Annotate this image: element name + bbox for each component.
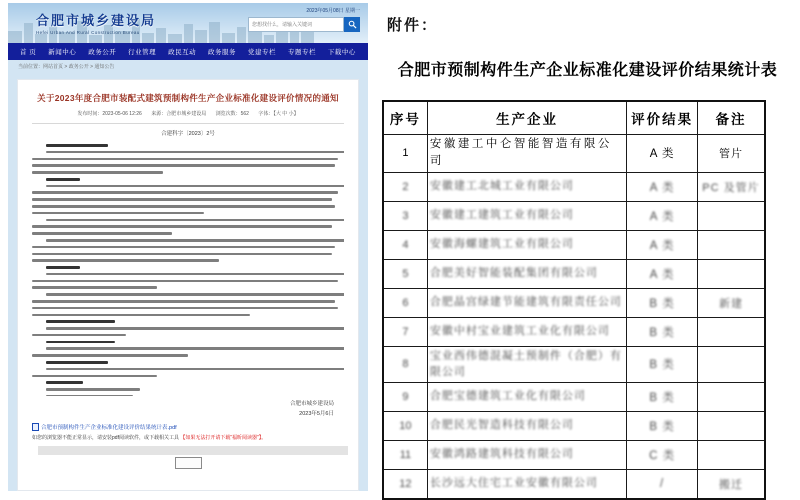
cell-result: A 类 <box>627 230 698 259</box>
cell-no: 10 <box>383 411 427 440</box>
attachment-label: 附件： <box>387 17 439 34</box>
cell-company: 合肥宝德建筑工业化有限公司 <box>427 382 626 411</box>
attachment-pdf-link[interactable]: 合肥市预制构件生产企业标准化建设评价结果统计表.pdf <box>41 424 177 431</box>
column-header: 生产企业 <box>427 101 626 135</box>
cell-remark <box>697 201 765 230</box>
cell-result: B 类 <box>627 382 698 411</box>
cell-no: 4 <box>383 230 427 259</box>
nav-item[interactable]: 政务服务 <box>208 49 237 56</box>
table-row <box>383 469 765 499</box>
pdf-file-icon <box>32 423 39 431</box>
table-row <box>383 382 765 411</box>
nav-item[interactable]: 行业管理 <box>128 49 157 56</box>
notice-article <box>17 79 359 491</box>
publish-time: 发布时间：2023-05-06 12:26 <box>77 111 142 117</box>
cell-company: 合肥民光智造科技有限公司 <box>427 411 626 440</box>
cell-company: 安徽建工中仑智能智造有限公司 <box>427 135 626 173</box>
nav-item[interactable]: 政务公开 <box>88 49 117 56</box>
cell-remark <box>697 230 765 259</box>
cell-remark <box>697 382 765 411</box>
table-row <box>383 172 765 201</box>
cell-no: 12 <box>383 469 427 499</box>
cell-no: 8 <box>383 346 427 382</box>
nav-item[interactable]: 下载中心 <box>327 49 356 56</box>
cell-remark <box>697 346 765 382</box>
cell-company: 安徽鸿路建筑科技有限公司 <box>427 440 626 469</box>
table-row <box>383 259 765 288</box>
breadcrumb[interactable]: 当前位置：网站首页 > 政务公开 > 通知公告 <box>18 64 115 70</box>
cell-result: B 类 <box>627 288 698 317</box>
cell-result: B 类 <box>627 346 698 382</box>
pdf-viewer-toolbar <box>38 446 348 455</box>
cell-company: 安徽海螺建筑工业有限公司 <box>427 230 626 259</box>
cell-remark: 搬迁 <box>697 469 765 499</box>
cell-no: 9 <box>383 382 427 411</box>
cell-remark <box>697 317 765 346</box>
nav-item[interactable]: 专题专栏 <box>287 49 316 56</box>
table-row <box>383 346 765 382</box>
notice-title: 关于2023年度合肥市装配式建筑预制构件生产企业标准化建设评价情况的通知 <box>37 93 339 103</box>
view-count: 浏览次数：562 <box>215 111 249 117</box>
reader-note-red: 【如果无法打开请下载“福昕阅读器”】。 <box>180 434 267 441</box>
cell-result: / <box>627 469 698 499</box>
nav-item[interactable]: 政民互动 <box>168 49 197 56</box>
nav-item[interactable]: 党建专栏 <box>248 49 276 56</box>
evaluation-table <box>382 100 766 500</box>
cell-result: C 类 <box>627 440 698 469</box>
cell-remark <box>697 440 765 469</box>
column-header: 序号 <box>383 101 427 135</box>
column-header: 备注 <box>697 101 765 135</box>
cell-result: B 类 <box>627 317 698 346</box>
font-size-switch[interactable]: 字体：【大 中 小】 <box>258 111 299 117</box>
cell-result: A 类 <box>627 172 698 201</box>
cell-no: 5 <box>383 259 427 288</box>
site-logo[interactable] <box>36 10 156 35</box>
site-logo-title: 合肥市城乡建设局 <box>36 13 157 28</box>
table-row <box>383 440 765 469</box>
cell-no: 11 <box>383 440 427 469</box>
cell-no: 7 <box>383 317 427 346</box>
cell-no: 1 <box>383 135 427 173</box>
table-row <box>383 317 765 346</box>
search-button[interactable] <box>344 17 360 32</box>
cell-company: 长沙远大住宅工业安徽有限公司 <box>427 469 626 499</box>
cell-company: 合肥晶宫绿建节能建筑有限责任公司 <box>427 288 626 317</box>
column-header: 评价结果 <box>627 101 698 135</box>
cell-result: A 类 <box>627 201 698 230</box>
table-row <box>383 135 765 173</box>
cell-no: 2 <box>383 172 427 201</box>
nav-item[interactable]: 新闻中心 <box>48 49 77 56</box>
notice-body-blurred-text <box>32 144 344 396</box>
cell-company: 安徽中村宝业建筑工业化有限公司 <box>427 317 626 346</box>
cell-result: A 类 <box>627 135 698 173</box>
cell-no: 6 <box>383 288 427 317</box>
table-row <box>383 230 765 259</box>
search-input[interactable] <box>248 17 344 32</box>
cell-company: 安徽建工北城工业有限公司 <box>427 172 626 201</box>
nav-item[interactable]: 首 页 <box>19 49 37 56</box>
cell-no: 3 <box>383 201 427 230</box>
source: 来源：合肥市城乡建设局 <box>151 111 207 117</box>
attachment-panel <box>375 0 800 491</box>
cell-remark <box>697 259 765 288</box>
cell-remark: 新建 <box>697 288 765 317</box>
signature-block <box>32 400 334 420</box>
table-header-row <box>383 101 765 135</box>
cell-result: B 类 <box>627 411 698 440</box>
cell-remark: 管片 <box>697 135 765 173</box>
cell-company: 宝业西伟德混凝土预制件（合肥）有限公司 <box>427 346 626 382</box>
search-icon <box>348 17 357 32</box>
pdf-viewer-button[interactable] <box>175 457 202 469</box>
divider <box>32 123 344 124</box>
cell-company: 安徽建工建筑工业有限公司 <box>427 201 626 230</box>
main-nav <box>8 43 368 60</box>
table-row <box>383 201 765 230</box>
reader-note: 如您的浏览器不能正常显示，请安装pdf阅读软件，或下载相关工具 【如果无法打开请下载“福昕阅读器”】。 <box>32 434 267 441</box>
attachment-table-title: 合肥市预制构件生产企业标准化建设评价结果统计表 <box>397 62 778 79</box>
notice-meta <box>32 110 344 117</box>
table-row <box>383 288 765 317</box>
gov-site-screenshot <box>8 3 368 491</box>
cell-remark <box>697 411 765 440</box>
signer: 合肥市城乡建设局 <box>289 401 334 407</box>
cell-remark: PC 及管片 <box>697 172 765 201</box>
site-logo-subtitle: Hefei Urban And Rural Construction Bureau <box>36 30 140 35</box>
sign-date: 2023年5月6日 <box>299 410 334 417</box>
cell-company: 合肥美好智能装配集团有限公司 <box>427 259 626 288</box>
site-banner <box>8 3 368 43</box>
table-row <box>383 411 765 440</box>
header-date: 2023年05月08日 星期一 <box>306 8 360 14</box>
cell-result: A 类 <box>627 259 698 288</box>
document-number: 合建科字〔2023〕2号 <box>161 131 215 137</box>
